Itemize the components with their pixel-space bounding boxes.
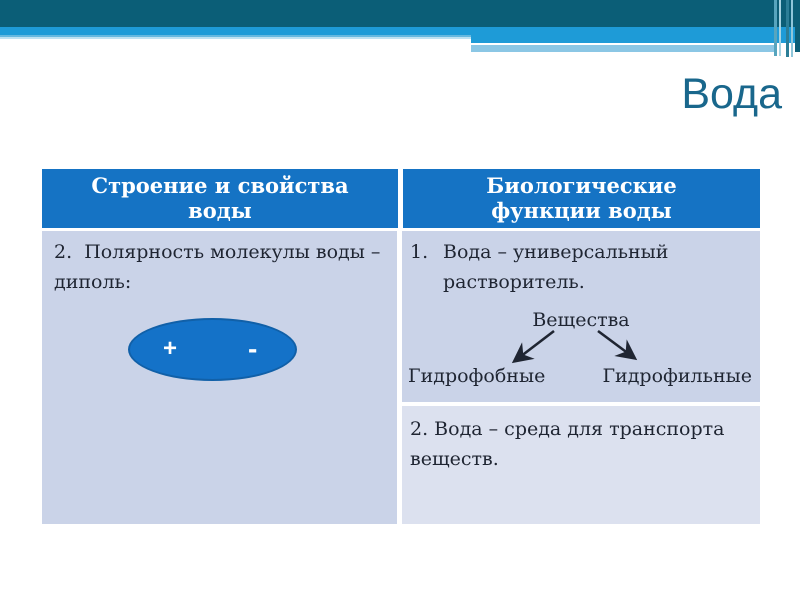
- table-body: [42, 231, 760, 524]
- polarity-text: 2. Полярность молекулы воды – диполь:: [54, 241, 387, 294]
- corner-stripe: [774, 0, 777, 56]
- corner-stripe: [786, 0, 789, 57]
- diagram-arrows: [402, 329, 758, 365]
- header-strip-light-right: [471, 45, 777, 52]
- diagram-leaves: [408, 361, 752, 391]
- header-bar-dark: [0, 0, 800, 27]
- solvent-item-text: Вода – универсальный растворитель.: [443, 241, 669, 294]
- table-header-structure-label: Строение и свойства воды: [91, 173, 349, 223]
- dipole-ellipse: [128, 318, 297, 381]
- corner-stripe: [779, 0, 781, 56]
- diagram-right-label: Гидрофильные: [602, 365, 752, 387]
- functions-column: [402, 231, 760, 524]
- header-bar-blue-right: [471, 35, 800, 43]
- solvent-item: [410, 237, 752, 298]
- solvent-item-number: 1.: [410, 241, 429, 263]
- minus-sign: -: [248, 333, 258, 365]
- diagram-left-label: Гидрофобные: [408, 365, 546, 387]
- header-bar-blue: [0, 27, 800, 35]
- table-header-functions: [403, 167, 760, 228]
- corner-stripe: [791, 0, 793, 57]
- diagram-root-label: Вещества: [532, 309, 630, 331]
- slide-title: Вода: [681, 70, 782, 118]
- corner-stripe: [795, 0, 800, 52]
- table-header-row: [42, 167, 760, 228]
- cell-polarity: [42, 231, 397, 524]
- plus-sign: +: [163, 335, 178, 363]
- cell-transport: [402, 406, 760, 524]
- header-strip-pale: [0, 37, 471, 39]
- water-properties-table: [42, 167, 760, 524]
- table-header-structure: [42, 167, 398, 228]
- transport-text: 2. Вода – среда для транспорта веществ.: [410, 418, 725, 471]
- table-header-functions-label: Биологические функции воды: [486, 173, 677, 223]
- cell-solvent: [402, 231, 760, 402]
